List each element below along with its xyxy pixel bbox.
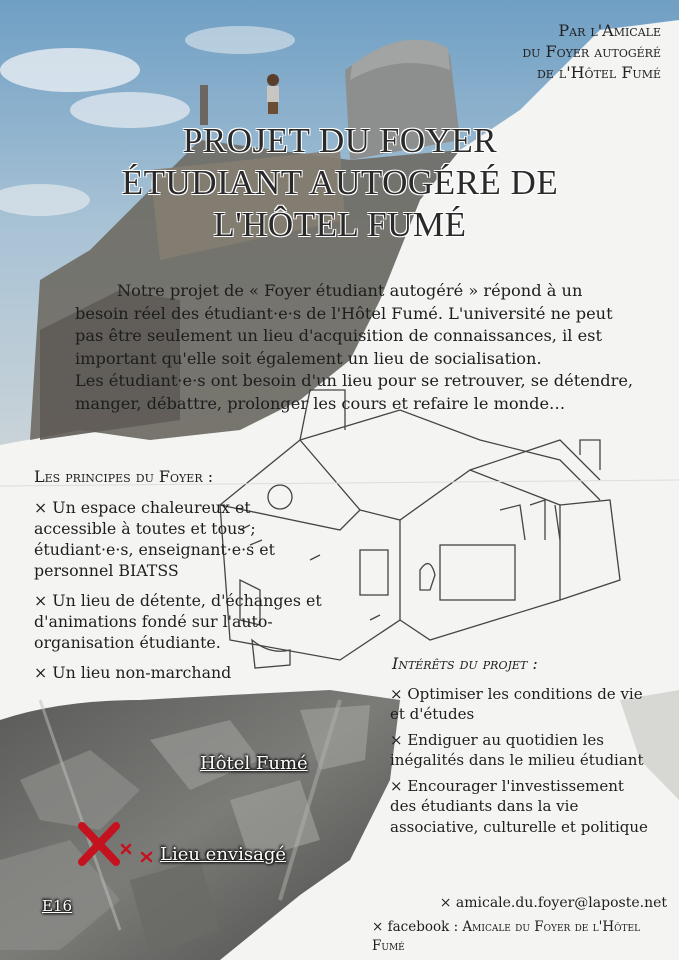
title-line: L'HÔTEL FUMÉ <box>213 205 467 244</box>
contact-facebook[interactable] <box>372 918 672 956</box>
byline-line: du Foyer autogéré <box>522 42 661 61</box>
facebook-page: Amicale du Foyer de l'Hôtel Fumé <box>372 919 641 954</box>
map-label-hotel: Hôtel Fumé <box>200 753 308 774</box>
principles-section <box>34 466 334 692</box>
title-line: PROJET DU FOYER <box>182 121 498 160</box>
intro-paragraph: Les étudiant·e·s ont besoin d'un lieu pour se retrouver, se détendre, manger, débattre, prolonger les cours et refaire le monde… <box>75 371 634 413</box>
map-label-site: Lieu envisagé <box>160 844 286 865</box>
list-item: × Encourager l'investissement des étudiants dans la vie associative, culturelle et politique <box>390 776 648 836</box>
map-label-building: E16 <box>42 897 73 915</box>
principles-heading: Les principes du Foyer : <box>34 467 214 486</box>
facebook-prefix: × facebook : <box>372 919 463 935</box>
byline-line: Par l'Amicale <box>558 21 661 40</box>
interests-section <box>390 654 650 842</box>
contact-email[interactable]: × amicale.du.foyer@laposte.net <box>439 895 667 911</box>
intro-paragraph: Notre projet de « Foyer étudiant autogéré » répond à un besoin réel des étudiant·e·s de l'Hôtel Fumé. L'université ne peut pas être seulement un lieu d'acquisition de connaissances, il est important qu'elle soit également un lieu de socialisation. <box>75 281 613 368</box>
byline-line: de l'Hôtel Fumé <box>536 63 661 82</box>
list-item: × Un lieu de détente, d'échanges et d'animations fondé sur l'auto-organisation étudiante. <box>34 591 322 652</box>
title-line: ÉTUDIANT AUTOGÉRÉ DE <box>121 163 559 202</box>
list-item: × Endiguer au quotidien les inégalités dans le milieu étudiant <box>390 730 644 769</box>
page-title <box>60 120 620 246</box>
intro-text <box>75 280 635 415</box>
list-item: × Un espace chaleureux et accessible à toutes et tous ; étudiant·e·s, enseignant·e·s et personnel BIATSS <box>34 498 275 580</box>
list-item: × Optimiser les conditions de vie et d'études <box>390 684 643 723</box>
list-item: × Un lieu non-marchand <box>34 663 232 682</box>
interests-heading: Intérêts du projet : <box>392 654 538 673</box>
byline <box>522 20 661 83</box>
